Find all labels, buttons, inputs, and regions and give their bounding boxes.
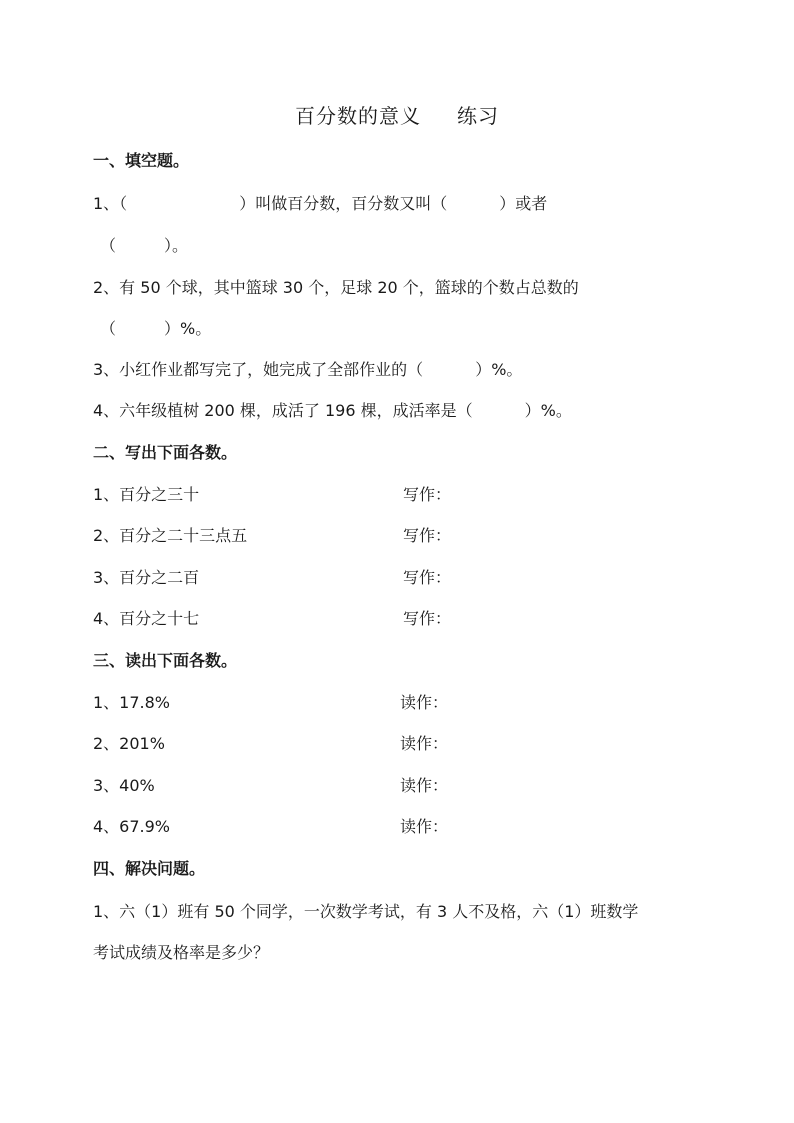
question-1-2-continued: （ ）%。	[100, 319, 212, 338]
write-item-2: 2、百分之二十三点五	[93, 526, 248, 545]
read-answer-label-4: 读作：	[400, 817, 449, 836]
write-item-1: 1、百分之三十	[93, 485, 200, 504]
write-answer-label-3: 写作：	[403, 568, 452, 587]
section-heading-write-numbers: 二、写出下面各数。	[93, 443, 238, 462]
read-item-3: 3、40%	[93, 776, 155, 795]
section-heading-read-numbers: 三、读出下面各数。	[93, 651, 238, 670]
problem-1-line-1: 1、六（1）班有 50 个同学，一次数学考试，有 3 人不及格，六（1）班数学	[93, 902, 639, 921]
read-item-2: 2、201%	[93, 734, 165, 753]
write-item-3: 3、百分之二百	[93, 568, 200, 587]
question-1-4: 4、六年级植树 200 棵，成活了 196 棵，成活率是（ ）%。	[93, 401, 572, 420]
question-1-3: 3、小红作业都写完了，她完成了全部作业的（ ）%。	[93, 360, 523, 379]
read-item-1: 1、17.8%	[93, 693, 171, 712]
write-answer-label-4: 写作：	[403, 609, 452, 628]
question-1-1-continued: （ ）。	[100, 236, 189, 255]
read-answer-label-3: 读作：	[400, 776, 449, 795]
question-1-2: 2、有 50 个球，其中篮球 30 个，足球 20 个，篮球的个数占总数的	[93, 278, 579, 297]
question-1-1: 1、（ ）叫做百分数，百分数又叫（ ）或者	[93, 194, 548, 213]
page-title	[0, 100, 794, 129]
title-sub: 练习	[457, 104, 499, 128]
read-answer-label-1: 读作：	[400, 693, 449, 712]
section-heading-word-problems: 四、解决问题。	[93, 859, 206, 878]
title-main: 百分数的意义	[295, 104, 421, 128]
read-answer-label-2: 读作：	[400, 734, 449, 753]
section-heading-fill-blank: 一、填空题。	[93, 151, 190, 170]
write-answer-label-2: 写作：	[403, 526, 452, 545]
write-answer-label-1: 写作：	[403, 485, 452, 504]
problem-1-line-2: 考试成绩及格率是多少？	[93, 943, 270, 962]
write-item-4: 4、百分之十七	[93, 609, 200, 628]
read-item-4: 4、67.9%	[93, 817, 171, 836]
